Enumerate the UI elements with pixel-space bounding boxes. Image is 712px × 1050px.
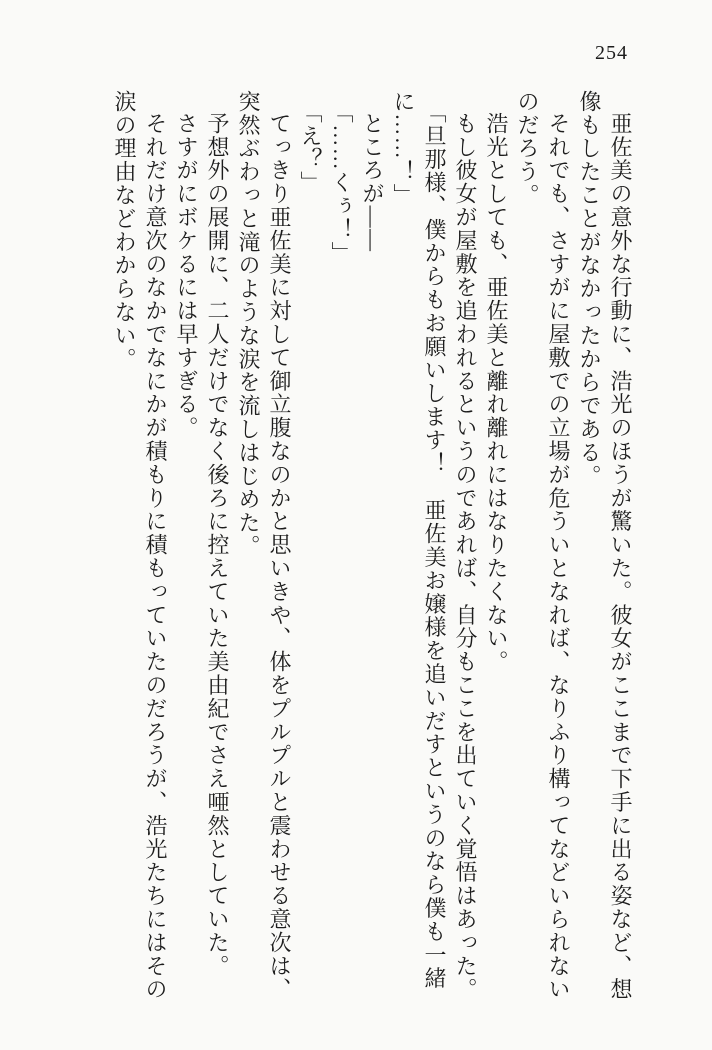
paragraph: 「え？」 (298, 101, 323, 195)
paragraph: それでも、さすがに屋敷での立場が危ういとなれば、なりふり構ってなどいられないのだろう。 (515, 90, 571, 1002)
paragraph: 「……くぅ！」 (329, 101, 354, 265)
paragraph: 浩光としても、亜佐美と離れ離れにはなりたくない。 (484, 112, 509, 674)
paragraph: もし彼女が屋敷を追われるというのであれば、自分もここを出ていく覚悟はあった。 (453, 112, 478, 1002)
paragraph: 予想外の展開に、二人だけでなく後ろに控えていた美由紀でさえ唖然としていた。 (205, 112, 230, 978)
page-number: 254 (595, 42, 628, 64)
paragraph: 「旦那様、僕からもお願いします！ 亜佐美お嬢様を追いだすというのなら僕も一緒に……！」 (391, 90, 447, 991)
paragraph: さすがにボケるには早すぎる。 (174, 112, 199, 440)
paragraph: 亜佐美の意外な行動に、浩光のほうが驚いた。彼女がここまで下手に出る姿など、想像もしたことがなかったからである。 (577, 90, 633, 1002)
vertical-text-block (109, 90, 636, 1005)
paragraph: ところが―― (360, 112, 385, 253)
paragraph: それだけ意次のなかでなにかが積もりに積もっていたのだろうが、浩光たちにはその涙の理由などわからない。 (112, 90, 168, 1002)
paragraph: てっきり亜佐美に対して御立腹なのかと思いきや、体をプルプルと震わせる意次は、突然ぶわっと滝のような涙を流しはじめた。 (236, 90, 292, 1002)
